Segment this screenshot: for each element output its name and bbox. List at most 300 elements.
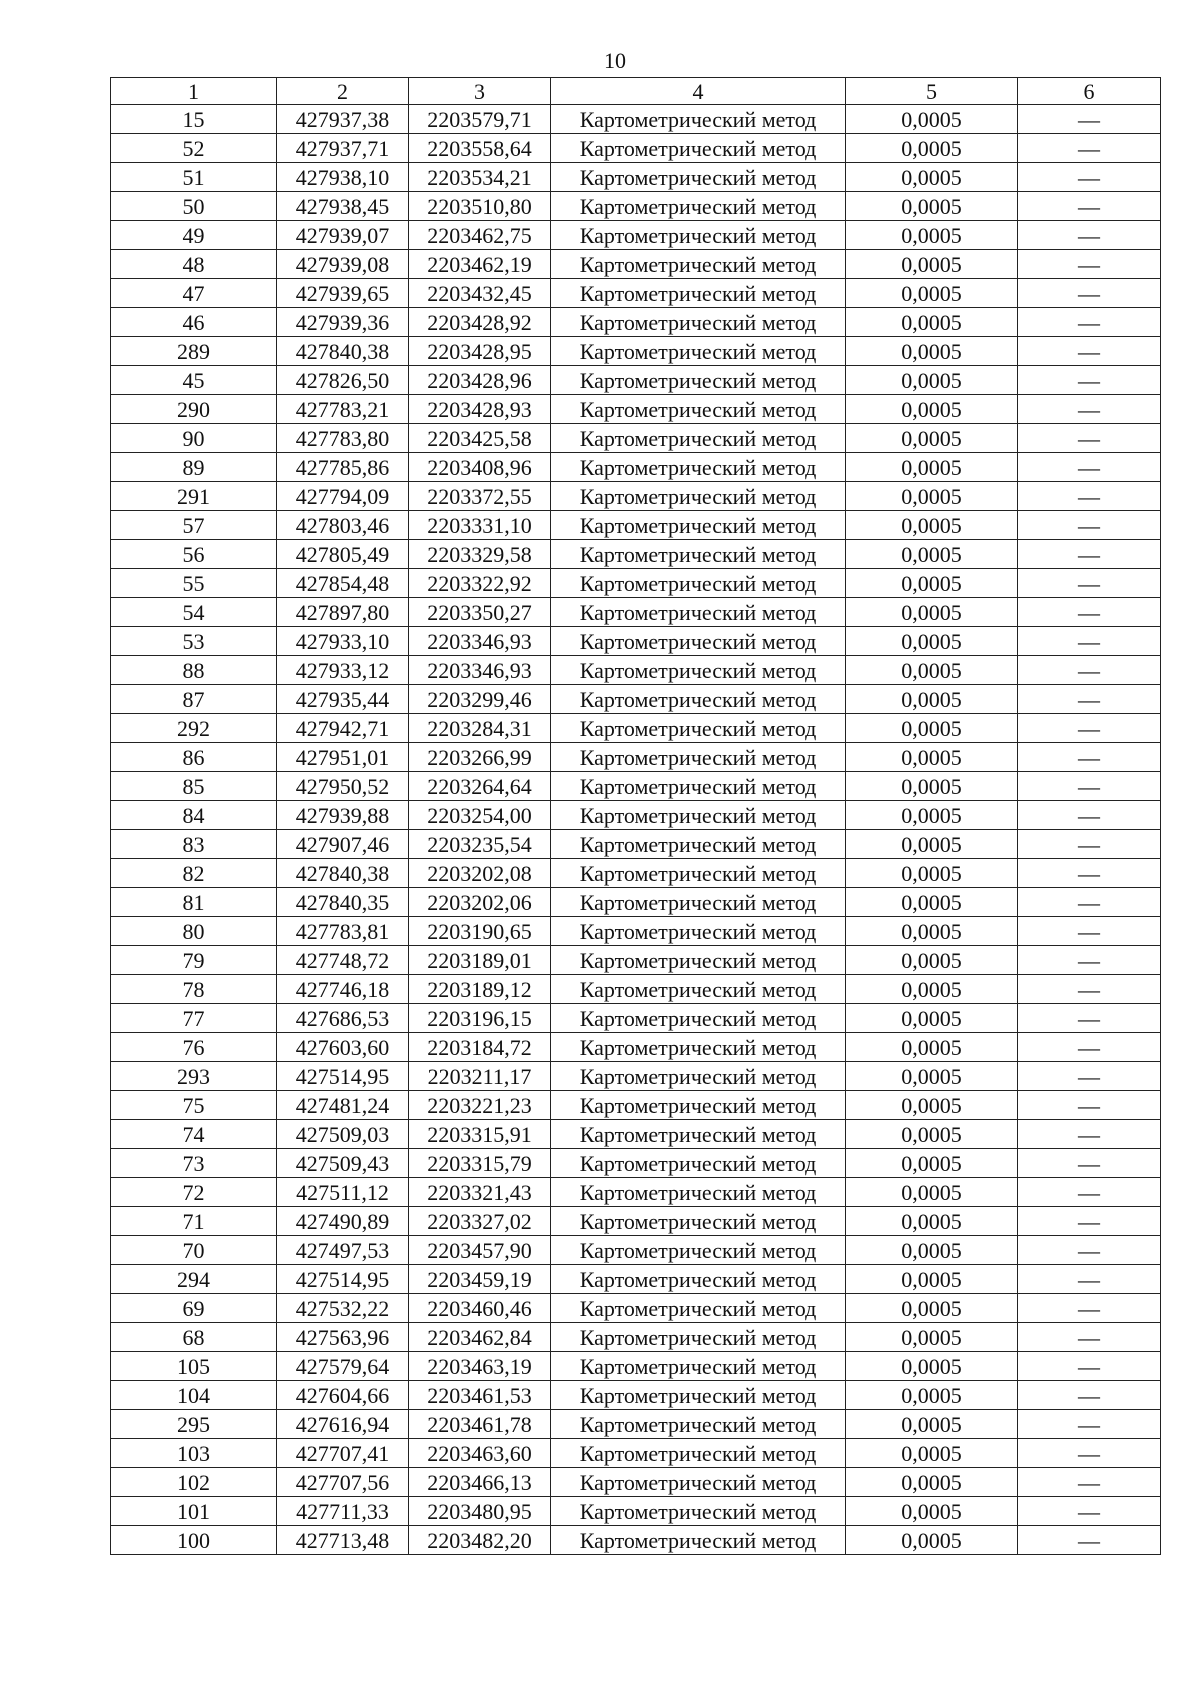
point-number-cell: 50	[111, 192, 277, 221]
accuracy-cell: 0,0005	[846, 685, 1018, 714]
table-row	[111, 163, 1161, 192]
y-coordinate-cell: 2203428,93	[409, 395, 551, 424]
table-row	[111, 1149, 1161, 1178]
accuracy-cell: 0,0005	[846, 163, 1018, 192]
accuracy-cell: 0,0005	[846, 656, 1018, 685]
y-coordinate-cell: 2203331,10	[409, 511, 551, 540]
method-cell: Картометрический метод	[551, 366, 846, 395]
accuracy-cell: 0,0005	[846, 540, 1018, 569]
x-coordinate-cell: 427826,50	[277, 366, 409, 395]
method-cell: Картометрический метод	[551, 1439, 846, 1468]
y-coordinate-cell: 2203202,06	[409, 888, 551, 917]
method-cell: Картометрический метод	[551, 1410, 846, 1439]
table-row	[111, 1265, 1161, 1294]
x-coordinate-cell: 427935,44	[277, 685, 409, 714]
note-cell: —	[1018, 917, 1161, 946]
point-number-cell: 56	[111, 540, 277, 569]
note-cell: —	[1018, 1120, 1161, 1149]
x-coordinate-cell: 427783,80	[277, 424, 409, 453]
coordinates-table	[110, 77, 1161, 1555]
method-cell: Картометрический метод	[551, 105, 846, 134]
method-cell: Картометрический метод	[551, 685, 846, 714]
note-cell: —	[1018, 395, 1161, 424]
point-number-cell: 73	[111, 1149, 277, 1178]
table-row	[111, 1033, 1161, 1062]
table-row	[111, 540, 1161, 569]
method-cell: Картометрический метод	[551, 482, 846, 511]
table-row	[111, 453, 1161, 482]
y-coordinate-cell: 2203462,19	[409, 250, 551, 279]
point-number-cell: 77	[111, 1004, 277, 1033]
y-coordinate-cell: 2203510,80	[409, 192, 551, 221]
note-cell: —	[1018, 743, 1161, 772]
table-row	[111, 482, 1161, 511]
table-row	[111, 1207, 1161, 1236]
point-number-cell: 104	[111, 1381, 277, 1410]
method-cell: Картометрический метод	[551, 1497, 846, 1526]
point-number-cell: 49	[111, 221, 277, 250]
point-number-cell: 76	[111, 1033, 277, 1062]
note-cell: —	[1018, 1265, 1161, 1294]
note-cell: —	[1018, 1468, 1161, 1497]
y-coordinate-cell: 2203463,19	[409, 1352, 551, 1381]
accuracy-cell: 0,0005	[846, 482, 1018, 511]
point-number-cell: 90	[111, 424, 277, 453]
page-number: 10	[604, 48, 626, 73]
method-cell: Картометрический метод	[551, 1294, 846, 1323]
note-cell: —	[1018, 1062, 1161, 1091]
method-cell: Картометрический метод	[551, 279, 846, 308]
method-cell: Картометрический метод	[551, 308, 846, 337]
y-coordinate-cell: 2203190,65	[409, 917, 551, 946]
point-number-cell: 294	[111, 1265, 277, 1294]
y-coordinate-cell: 2203264,64	[409, 772, 551, 801]
note-cell: —	[1018, 772, 1161, 801]
note-cell: —	[1018, 134, 1161, 163]
point-number-cell: 84	[111, 801, 277, 830]
method-cell: Картометрический метод	[551, 511, 846, 540]
point-number-cell: 48	[111, 250, 277, 279]
accuracy-cell: 0,0005	[846, 1033, 1018, 1062]
x-coordinate-cell: 427603,60	[277, 1033, 409, 1062]
table-row	[111, 685, 1161, 714]
y-coordinate-cell: 2203189,12	[409, 975, 551, 1004]
point-number-cell: 289	[111, 337, 277, 366]
x-coordinate-cell: 427939,08	[277, 250, 409, 279]
table-header	[111, 78, 1161, 105]
accuracy-cell: 0,0005	[846, 743, 1018, 772]
note-cell: —	[1018, 1352, 1161, 1381]
x-coordinate-cell: 427748,72	[277, 946, 409, 975]
note-cell: —	[1018, 1236, 1161, 1265]
x-coordinate-cell: 427511,12	[277, 1178, 409, 1207]
method-cell: Картометрический метод	[551, 975, 846, 1004]
method-cell: Картометрический метод	[551, 946, 846, 975]
method-cell: Картометрический метод	[551, 1381, 846, 1410]
y-coordinate-cell: 2203425,58	[409, 424, 551, 453]
note-cell: —	[1018, 1294, 1161, 1323]
method-cell: Картометрический метод	[551, 1178, 846, 1207]
method-cell: Картометрический метод	[551, 424, 846, 453]
method-cell: Картометрический метод	[551, 395, 846, 424]
point-number-cell: 86	[111, 743, 277, 772]
accuracy-cell: 0,0005	[846, 1265, 1018, 1294]
table-row	[111, 1120, 1161, 1149]
point-number-cell: 78	[111, 975, 277, 1004]
method-cell: Картометрический метод	[551, 656, 846, 685]
x-coordinate-cell: 427707,56	[277, 1468, 409, 1497]
accuracy-cell: 0,0005	[846, 1381, 1018, 1410]
y-coordinate-cell: 2203266,99	[409, 743, 551, 772]
x-coordinate-cell: 427686,53	[277, 1004, 409, 1033]
y-coordinate-cell: 2203462,75	[409, 221, 551, 250]
table-row	[111, 1439, 1161, 1468]
y-coordinate-cell: 2203196,15	[409, 1004, 551, 1033]
accuracy-cell: 0,0005	[846, 598, 1018, 627]
point-number-cell: 75	[111, 1091, 277, 1120]
y-coordinate-cell: 2203315,79	[409, 1149, 551, 1178]
note-cell: —	[1018, 1207, 1161, 1236]
table-row	[111, 801, 1161, 830]
method-cell: Картометрический метод	[551, 888, 846, 917]
note-cell: —	[1018, 685, 1161, 714]
y-coordinate-cell: 2203299,46	[409, 685, 551, 714]
accuracy-cell: 0,0005	[846, 366, 1018, 395]
x-coordinate-cell: 427897,80	[277, 598, 409, 627]
accuracy-cell: 0,0005	[846, 279, 1018, 308]
y-coordinate-cell: 2203460,46	[409, 1294, 551, 1323]
accuracy-cell: 0,0005	[846, 424, 1018, 453]
table-row	[111, 250, 1161, 279]
y-coordinate-cell: 2203428,96	[409, 366, 551, 395]
y-coordinate-cell: 2203254,00	[409, 801, 551, 830]
header-cell-3: 3	[409, 78, 551, 105]
accuracy-cell: 0,0005	[846, 134, 1018, 163]
method-cell: Картометрический метод	[551, 1236, 846, 1265]
y-coordinate-cell: 2203461,78	[409, 1410, 551, 1439]
y-coordinate-cell: 2203329,58	[409, 540, 551, 569]
point-number-cell: 71	[111, 1207, 277, 1236]
note-cell: —	[1018, 163, 1161, 192]
x-coordinate-cell: 427785,86	[277, 453, 409, 482]
accuracy-cell: 0,0005	[846, 859, 1018, 888]
accuracy-cell: 0,0005	[846, 917, 1018, 946]
table-row	[111, 511, 1161, 540]
accuracy-cell: 0,0005	[846, 1323, 1018, 1352]
x-coordinate-cell: 427933,10	[277, 627, 409, 656]
point-number-cell: 290	[111, 395, 277, 424]
note-cell: —	[1018, 482, 1161, 511]
accuracy-cell: 0,0005	[846, 1410, 1018, 1439]
y-coordinate-cell: 2203315,91	[409, 1120, 551, 1149]
point-number-cell: 100	[111, 1526, 277, 1555]
point-number-cell: 15	[111, 105, 277, 134]
method-cell: Картометрический метод	[551, 337, 846, 366]
accuracy-cell: 0,0005	[846, 1178, 1018, 1207]
table-row	[111, 424, 1161, 453]
table-row	[111, 714, 1161, 743]
y-coordinate-cell: 2203480,95	[409, 1497, 551, 1526]
accuracy-cell: 0,0005	[846, 772, 1018, 801]
point-number-cell: 70	[111, 1236, 277, 1265]
point-number-cell: 87	[111, 685, 277, 714]
method-cell: Картометрический метод	[551, 1352, 846, 1381]
table-row	[111, 395, 1161, 424]
table-row	[111, 830, 1161, 859]
x-coordinate-cell: 427951,01	[277, 743, 409, 772]
y-coordinate-cell: 2203235,54	[409, 830, 551, 859]
accuracy-cell: 0,0005	[846, 1004, 1018, 1033]
y-coordinate-cell: 2203221,23	[409, 1091, 551, 1120]
table-row	[111, 627, 1161, 656]
note-cell: —	[1018, 453, 1161, 482]
point-number-cell: 52	[111, 134, 277, 163]
point-number-cell: 103	[111, 1439, 277, 1468]
y-coordinate-cell: 2203462,84	[409, 1323, 551, 1352]
table-row	[111, 743, 1161, 772]
y-coordinate-cell: 2203372,55	[409, 482, 551, 511]
accuracy-cell: 0,0005	[846, 1526, 1018, 1555]
note-cell: —	[1018, 714, 1161, 743]
header-cell-6: 6	[1018, 78, 1161, 105]
accuracy-cell: 0,0005	[846, 221, 1018, 250]
accuracy-cell: 0,0005	[846, 250, 1018, 279]
table-row	[111, 888, 1161, 917]
point-number-cell: 105	[111, 1352, 277, 1381]
y-coordinate-cell: 2203189,01	[409, 946, 551, 975]
accuracy-cell: 0,0005	[846, 1439, 1018, 1468]
table-row	[111, 1526, 1161, 1555]
note-cell: —	[1018, 569, 1161, 598]
x-coordinate-cell: 427713,48	[277, 1526, 409, 1555]
note-cell: —	[1018, 1149, 1161, 1178]
method-cell: Картометрический метод	[551, 743, 846, 772]
x-coordinate-cell: 427854,48	[277, 569, 409, 598]
method-cell: Картометрический метод	[551, 1004, 846, 1033]
point-number-cell: 81	[111, 888, 277, 917]
note-cell: —	[1018, 598, 1161, 627]
point-number-cell: 53	[111, 627, 277, 656]
x-coordinate-cell: 427711,33	[277, 1497, 409, 1526]
method-cell: Картометрический метод	[551, 1033, 846, 1062]
x-coordinate-cell: 427933,12	[277, 656, 409, 685]
method-cell: Картометрический метод	[551, 1265, 846, 1294]
table-row	[111, 569, 1161, 598]
x-coordinate-cell: 427616,94	[277, 1410, 409, 1439]
method-cell: Картометрический метод	[551, 1468, 846, 1497]
x-coordinate-cell: 427937,38	[277, 105, 409, 134]
accuracy-cell: 0,0005	[846, 511, 1018, 540]
note-cell: —	[1018, 1178, 1161, 1207]
table-row	[111, 1497, 1161, 1526]
method-cell: Картометрический метод	[551, 569, 846, 598]
point-number-cell: 293	[111, 1062, 277, 1091]
point-number-cell: 68	[111, 1323, 277, 1352]
y-coordinate-cell: 2203284,31	[409, 714, 551, 743]
accuracy-cell: 0,0005	[846, 946, 1018, 975]
accuracy-cell: 0,0005	[846, 1149, 1018, 1178]
x-coordinate-cell: 427937,71	[277, 134, 409, 163]
y-coordinate-cell: 2203322,92	[409, 569, 551, 598]
x-coordinate-cell: 427563,96	[277, 1323, 409, 1352]
note-cell: —	[1018, 801, 1161, 830]
accuracy-cell: 0,0005	[846, 569, 1018, 598]
table-row	[111, 1236, 1161, 1265]
note-cell: —	[1018, 105, 1161, 134]
x-coordinate-cell: 427907,46	[277, 830, 409, 859]
x-coordinate-cell: 427840,38	[277, 859, 409, 888]
method-cell: Картометрический метод	[551, 163, 846, 192]
x-coordinate-cell: 427794,09	[277, 482, 409, 511]
accuracy-cell: 0,0005	[846, 1062, 1018, 1091]
note-cell: —	[1018, 250, 1161, 279]
point-number-cell: 72	[111, 1178, 277, 1207]
note-cell: —	[1018, 279, 1161, 308]
point-number-cell: 291	[111, 482, 277, 511]
method-cell: Картометрический метод	[551, 627, 846, 656]
accuracy-cell: 0,0005	[846, 308, 1018, 337]
accuracy-cell: 0,0005	[846, 1468, 1018, 1497]
y-coordinate-cell: 2203482,20	[409, 1526, 551, 1555]
x-coordinate-cell: 427509,43	[277, 1149, 409, 1178]
table-row	[111, 859, 1161, 888]
accuracy-cell: 0,0005	[846, 714, 1018, 743]
x-coordinate-cell: 427938,10	[277, 163, 409, 192]
method-cell: Картометрический метод	[551, 134, 846, 163]
y-coordinate-cell: 2203211,17	[409, 1062, 551, 1091]
note-cell: —	[1018, 1323, 1161, 1352]
note-cell: —	[1018, 1091, 1161, 1120]
method-cell: Картометрический метод	[551, 540, 846, 569]
point-number-cell: 46	[111, 308, 277, 337]
y-coordinate-cell: 2203350,27	[409, 598, 551, 627]
method-cell: Картометрический метод	[551, 772, 846, 801]
point-number-cell: 45	[111, 366, 277, 395]
method-cell: Картометрический метод	[551, 830, 846, 859]
note-cell: —	[1018, 366, 1161, 395]
y-coordinate-cell: 2203184,72	[409, 1033, 551, 1062]
x-coordinate-cell: 427707,41	[277, 1439, 409, 1468]
accuracy-cell: 0,0005	[846, 888, 1018, 917]
note-cell: —	[1018, 511, 1161, 540]
table-row	[111, 134, 1161, 163]
method-cell: Картометрический метод	[551, 221, 846, 250]
x-coordinate-cell: 427783,21	[277, 395, 409, 424]
y-coordinate-cell: 2203534,21	[409, 163, 551, 192]
accuracy-cell: 0,0005	[846, 105, 1018, 134]
method-cell: Картометрический метод	[551, 859, 846, 888]
point-number-cell: 69	[111, 1294, 277, 1323]
x-coordinate-cell: 427532,22	[277, 1294, 409, 1323]
y-coordinate-cell: 2203428,92	[409, 308, 551, 337]
note-cell: —	[1018, 1497, 1161, 1526]
method-cell: Картометрический метод	[551, 1062, 846, 1091]
x-coordinate-cell: 427942,71	[277, 714, 409, 743]
accuracy-cell: 0,0005	[846, 192, 1018, 221]
y-coordinate-cell: 2203463,60	[409, 1439, 551, 1468]
table-row	[111, 1381, 1161, 1410]
note-cell: —	[1018, 221, 1161, 250]
point-number-cell: 88	[111, 656, 277, 685]
x-coordinate-cell: 427746,18	[277, 975, 409, 1004]
accuracy-cell: 0,0005	[846, 337, 1018, 366]
table-row	[111, 221, 1161, 250]
table-row	[111, 1004, 1161, 1033]
method-cell: Картометрический метод	[551, 1149, 846, 1178]
point-number-cell: 54	[111, 598, 277, 627]
accuracy-cell: 0,0005	[846, 1294, 1018, 1323]
table-row	[111, 366, 1161, 395]
accuracy-cell: 0,0005	[846, 1207, 1018, 1236]
table-row	[111, 975, 1161, 1004]
method-cell: Картометрический метод	[551, 192, 846, 221]
x-coordinate-cell: 427805,49	[277, 540, 409, 569]
table-row	[111, 1091, 1161, 1120]
header-cell-4: 4	[551, 78, 846, 105]
note-cell: —	[1018, 1033, 1161, 1062]
note-cell: —	[1018, 627, 1161, 656]
x-coordinate-cell: 427783,81	[277, 917, 409, 946]
note-cell: —	[1018, 1526, 1161, 1555]
method-cell: Картометрический метод	[551, 1526, 846, 1555]
y-coordinate-cell: 2203327,02	[409, 1207, 551, 1236]
point-number-cell: 102	[111, 1468, 277, 1497]
table-row	[111, 1352, 1161, 1381]
method-cell: Картометрический метод	[551, 1120, 846, 1149]
note-cell: —	[1018, 1439, 1161, 1468]
accuracy-cell: 0,0005	[846, 1497, 1018, 1526]
method-cell: Картометрический метод	[551, 917, 846, 946]
note-cell: —	[1018, 946, 1161, 975]
table-row	[111, 656, 1161, 685]
note-cell: —	[1018, 1004, 1161, 1033]
point-number-cell: 295	[111, 1410, 277, 1439]
table-row	[111, 1294, 1161, 1323]
accuracy-cell: 0,0005	[846, 1236, 1018, 1265]
accuracy-cell: 0,0005	[846, 801, 1018, 830]
x-coordinate-cell: 427939,88	[277, 801, 409, 830]
method-cell: Картометрический метод	[551, 1207, 846, 1236]
accuracy-cell: 0,0005	[846, 1352, 1018, 1381]
x-coordinate-cell: 427938,45	[277, 192, 409, 221]
note-cell: —	[1018, 1410, 1161, 1439]
point-number-cell: 47	[111, 279, 277, 308]
table-row	[111, 1468, 1161, 1497]
y-coordinate-cell: 2203346,93	[409, 656, 551, 685]
header-cell-5: 5	[846, 78, 1018, 105]
y-coordinate-cell: 2203558,64	[409, 134, 551, 163]
note-cell: —	[1018, 975, 1161, 1004]
x-coordinate-cell: 427803,46	[277, 511, 409, 540]
header-row	[111, 78, 1161, 105]
note-cell: —	[1018, 888, 1161, 917]
y-coordinate-cell: 2203466,13	[409, 1468, 551, 1497]
method-cell: Картометрический метод	[551, 1091, 846, 1120]
table-row	[111, 192, 1161, 221]
point-number-cell: 85	[111, 772, 277, 801]
x-coordinate-cell: 427939,65	[277, 279, 409, 308]
x-coordinate-cell: 427579,64	[277, 1352, 409, 1381]
accuracy-cell: 0,0005	[846, 395, 1018, 424]
note-cell: —	[1018, 656, 1161, 685]
table-row	[111, 308, 1161, 337]
table-row	[111, 337, 1161, 366]
accuracy-cell: 0,0005	[846, 453, 1018, 482]
accuracy-cell: 0,0005	[846, 627, 1018, 656]
x-coordinate-cell: 427481,24	[277, 1091, 409, 1120]
note-cell: —	[1018, 337, 1161, 366]
x-coordinate-cell: 427604,66	[277, 1381, 409, 1410]
